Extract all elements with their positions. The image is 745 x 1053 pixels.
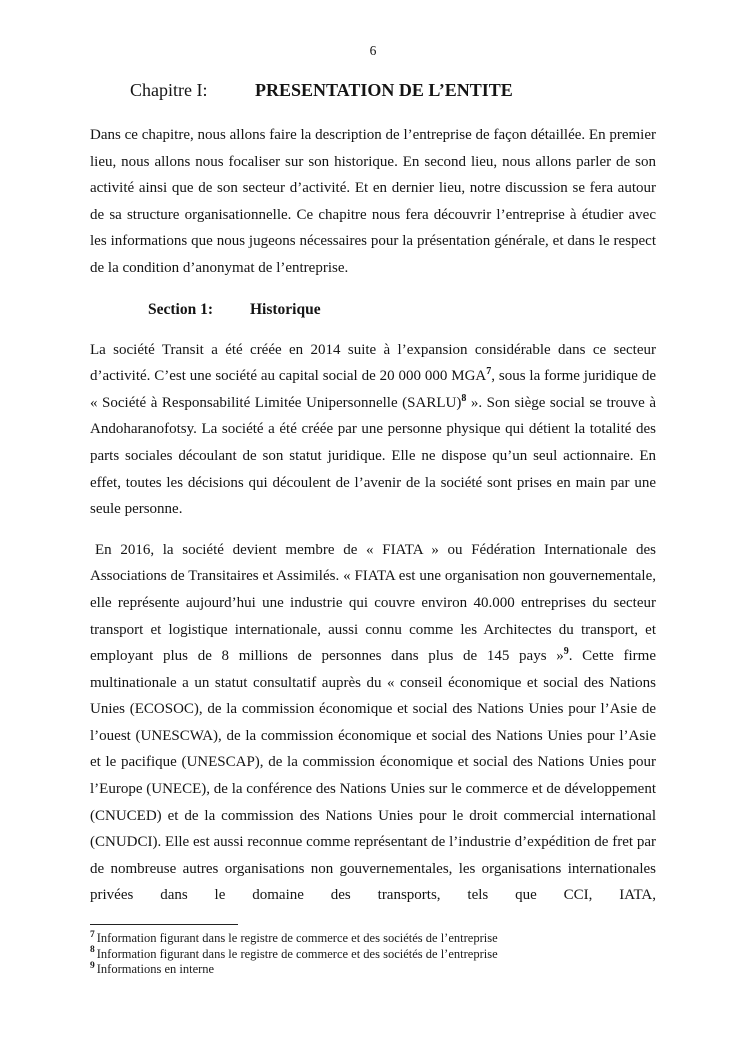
section-label: Section 1: [148,300,214,318]
section-title: Historique [250,300,321,318]
footnote-text-9: Informations en interne [96,962,215,977]
section-heading [148,297,656,323]
footnote-marker-7: 7 [90,929,95,940]
footnote-8 [90,947,656,963]
footnote-reference: 7 [486,366,492,378]
footnote-separator [90,924,238,925]
chapter-label: Chapitre I: [130,80,208,100]
historique-paragraph-1: La société Transit a été créée en 2014 suite à l’expansion considérable dans ce secteur d’activité. C’est une société au capital social de 20 000 000 MGA$^7$, sous la forme juridique de « Société à Responsabilité Limitée Unipersonnelle (SARLU)$^8$ ». Son siège social se trouve à Andoharanofotsy. La société a été créée par une personne physique qui détient la totalité des parts sociales découlant de son statut juridique. Elle ne dispose qu’un seul actionnaire. En effet, toutes les décisions qui découlent de l’avenir de la société sont prises en main par une seule personne. [90,341,657,518]
footnote-marker-9: 9 [90,960,95,971]
footnote-reference: 9 [563,646,569,658]
chapter-heading [130,78,656,102]
footnote-reference: 8 [461,392,467,404]
footnote-7 [90,931,656,947]
page-number: 6 [369,43,377,58]
footnotes-area [90,924,656,978]
footnote-9 [90,962,656,978]
chapter-title: PRESENTATION DE L’ENTITE [255,80,513,100]
footnote-text-8: Information figurant dans le registre de commerce et des sociétés de l’entreprise [96,946,498,961]
footnote-text-7: Information figurant dans le registre de commerce et des sociétés de l’entreprise [96,931,498,946]
footnote-marker-8: 8 [90,945,95,956]
intro-paragraph: Dans ce chapitre, nous allons faire la description de l’entreprise de façon détaillée. En premier lieu, nous allons nous focaliser sur son historique. En second lieu, nous allons parler de son activité ainsi que de son secteur d’activité. Et en dernier lieu, notre discussion se fera autour de sa structure organisationnelle. Ce chapitre nous fera découvrir l’entreprise à étudier avec les informations que nous jugeons nécessaires pour la présentation générale, et dans le respect de la condition d’anonymat de l’entreprise. [90,127,656,276]
historique-paragraph-2: En 2016, la société devient membre de « FIATA » ou Fédération Internationale des Associations de Transitaires et Assimilés. « FIATA est une organisation non gouvernementale, elle représente aujourd’hui une industrie qui couvre environ 40.000 entreprises du secteur transport et logistique internationale, aussi connu comme les Architectes du transport, et employant plus de 8 millions de personnes dans plus de 145 pays »$^9$. Cette firme multinationale a un statut consultatif auprès du « conseil économique et social des Nations Unies (ECOSOC), de la commission économique et social des Nations Unies pour l’Asie de l’ouest (UNESCWA), de la commission économique et social des Nations Unies pour l’Asie et le pacifique (UNESCAP), de la commission économique et social des Nations Unies pour l’Europe (UNECE), de la conférence des Nations Unies sur le commerce et de développement (CNUCED) et de la commission des Nations Unies pour le droit commercial international (CNUDCI). Elle est aussi reconnue comme représentant de l’industrie d’expédition de fret par de nombreuse autres organisations non gouvernementales, les organisations internationales privées dans le domaine des transports, tels que CCI, IATA, [90,541,657,904]
